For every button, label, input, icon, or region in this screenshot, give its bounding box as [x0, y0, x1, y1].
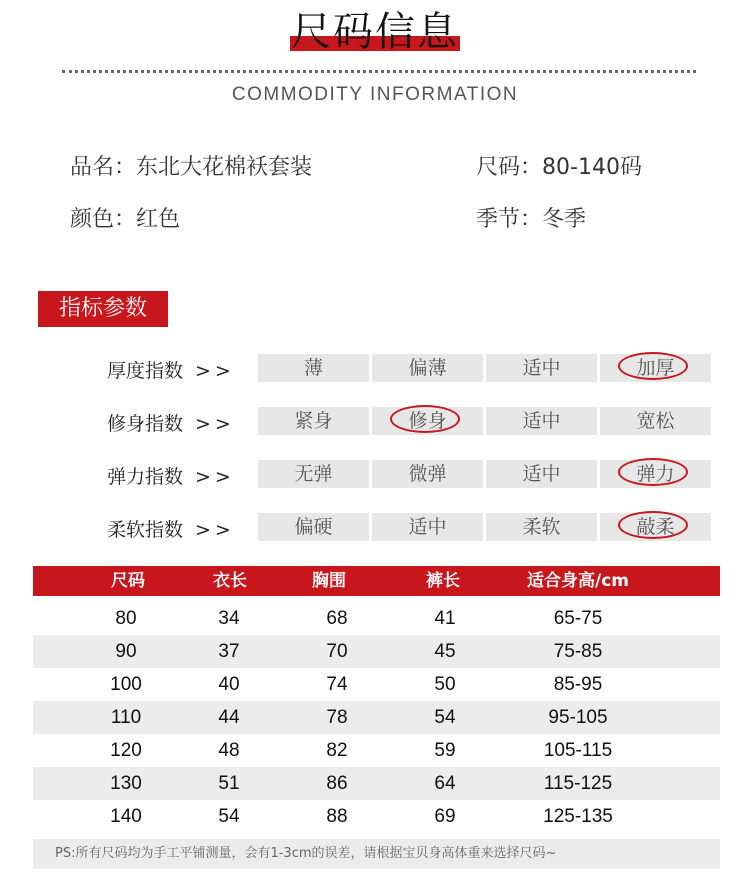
- index-option-cell: [486, 407, 597, 435]
- selected-ring: [618, 352, 688, 380]
- info-season: [476, 202, 586, 233]
- index-option-label: 紧身: [294, 410, 333, 432]
- index-option-cell: [372, 407, 483, 435]
- table-cell: 95-105: [548, 707, 608, 728]
- index-option-label: 偏薄: [408, 357, 447, 379]
- info-size: [476, 150, 642, 181]
- table-row: [33, 668, 720, 701]
- index-option-label: 适中: [522, 410, 561, 432]
- table-cell: 40: [218, 674, 240, 695]
- table-cell: 51: [218, 773, 240, 794]
- index-option-label: 弹力: [636, 463, 675, 485]
- table-cell: 86: [326, 773, 348, 794]
- table-cell: 120: [110, 740, 142, 761]
- info-color: [70, 202, 180, 233]
- index-option-cell: [486, 460, 597, 488]
- table-cell: 59: [434, 740, 456, 761]
- index-option-cell: [600, 407, 711, 435]
- index-option-cell: [600, 513, 711, 541]
- index-label-text: 厚度指数: [107, 360, 184, 382]
- table-header-size: 尺码: [111, 571, 145, 591]
- page-subtitle: COMMODITY INFORMATION: [231, 84, 519, 105]
- index-label-text: 柔软指数: [107, 519, 184, 541]
- info-season-label: 季节：: [476, 207, 543, 232]
- index-option-cell: [600, 460, 711, 488]
- table-cell: 44: [218, 707, 240, 728]
- table-cell: 45: [434, 641, 456, 662]
- info-color-value: 红色: [136, 207, 181, 232]
- index-label-text: 弹力指数: [107, 466, 184, 488]
- title-wrap: [0, 8, 750, 56]
- table-cell: 105-115: [543, 740, 613, 761]
- info-name-label: 品名：: [70, 155, 137, 180]
- index-row-label: [107, 515, 235, 542]
- selected-ring: [618, 511, 688, 539]
- page-title: 尺码信息: [291, 9, 459, 55]
- index-arrow: >>: [195, 413, 235, 435]
- index-row-label: [107, 409, 235, 436]
- table-row: [33, 602, 720, 635]
- table-row: [33, 800, 720, 833]
- index-option-label: 薄: [303, 357, 323, 379]
- measurement-note: PS:所有尺码均为手工平铺测量，会有1-3cm的误差，请根据宝贝身高体重来选择尺码~: [33, 839, 720, 869]
- table-header-pants: 裤长: [426, 571, 460, 591]
- table-cell: 65-75: [553, 608, 603, 629]
- index-option-cell: [372, 354, 483, 382]
- table-cell: 80: [115, 608, 137, 629]
- table-cell: 54: [218, 806, 240, 827]
- table-cell: 115-125: [543, 773, 613, 794]
- table-cell: 140: [110, 806, 142, 827]
- index-option-cell: [258, 354, 369, 382]
- info-color-label: 颜色：: [70, 207, 137, 232]
- index-option-cell: [600, 354, 711, 382]
- info-name-value: 东北大花棉袄套装: [136, 155, 313, 180]
- table-cell: 54: [434, 707, 456, 728]
- index-option-label: 微弹: [408, 463, 447, 485]
- table-header-chest: 胸围: [312, 571, 346, 591]
- index-option-label: 偏硬: [294, 516, 333, 538]
- index-option-cell: [372, 513, 483, 541]
- info-size-label: 尺码：: [476, 155, 543, 180]
- table-cell: 125-135: [543, 806, 613, 827]
- info-size-value: 80-140码: [542, 155, 642, 180]
- table-cell: 68: [326, 608, 348, 629]
- table-cell: 110: [110, 707, 142, 728]
- info-season-value: 冬季: [542, 207, 587, 232]
- index-row-label: [107, 356, 235, 383]
- table-cell: 90: [115, 641, 137, 662]
- selected-ring: [618, 458, 688, 486]
- index-option-label: 敲柔: [636, 516, 675, 538]
- index-option-cell: [258, 407, 369, 435]
- index-option-label: 无弹: [294, 463, 333, 485]
- table-cell: 69: [434, 806, 456, 827]
- index-row-label: [107, 462, 235, 489]
- index-option-label: 修身: [408, 410, 447, 432]
- index-option-label: 宽松: [636, 410, 675, 432]
- index-option-cell: [258, 460, 369, 488]
- table-header-length: 衣长: [213, 571, 247, 591]
- table-row: [33, 635, 720, 668]
- table-cell: 130: [110, 773, 142, 794]
- info-name: [70, 150, 312, 181]
- index-option-cell: [372, 460, 483, 488]
- table-cell: 70: [326, 641, 348, 662]
- dotted-divider: [62, 70, 696, 73]
- index-option-label: 适中: [522, 463, 561, 485]
- index-option-label: 加厚: [636, 357, 675, 379]
- table-cell: 64: [434, 773, 456, 794]
- table-cell: 74: [326, 674, 348, 695]
- table-row: [33, 701, 720, 734]
- table-cell: 41: [434, 608, 456, 629]
- size-table-header: [33, 566, 720, 596]
- table-row: [33, 767, 720, 800]
- table-cell: 34: [218, 608, 240, 629]
- table-cell: 85-95: [553, 674, 603, 695]
- section-title-indices: 指标参数: [38, 291, 168, 327]
- table-cell: 78: [326, 707, 348, 728]
- table-cell: 48: [218, 740, 240, 761]
- index-arrow: >>: [195, 519, 235, 541]
- table-header-height: 适合身高/cm: [527, 571, 629, 591]
- selected-ring: [390, 405, 460, 433]
- index-arrow: >>: [195, 466, 235, 488]
- index-option-label: 适中: [522, 357, 561, 379]
- table-row: [33, 734, 720, 767]
- table-cell: 100: [110, 674, 142, 695]
- table-cell: 50: [434, 674, 456, 695]
- index-arrow: >>: [195, 360, 235, 382]
- index-option-label: 柔软: [522, 516, 561, 538]
- table-cell: 88: [326, 806, 348, 827]
- table-cell: 75-85: [553, 641, 603, 662]
- index-option-cell: [486, 513, 597, 541]
- table-cell: 82: [326, 740, 348, 761]
- index-option-label: 适中: [408, 516, 447, 538]
- index-label-text: 修身指数: [107, 413, 184, 435]
- index-option-cell: [486, 354, 597, 382]
- index-option-cell: [258, 513, 369, 541]
- table-cell: 37: [218, 641, 240, 662]
